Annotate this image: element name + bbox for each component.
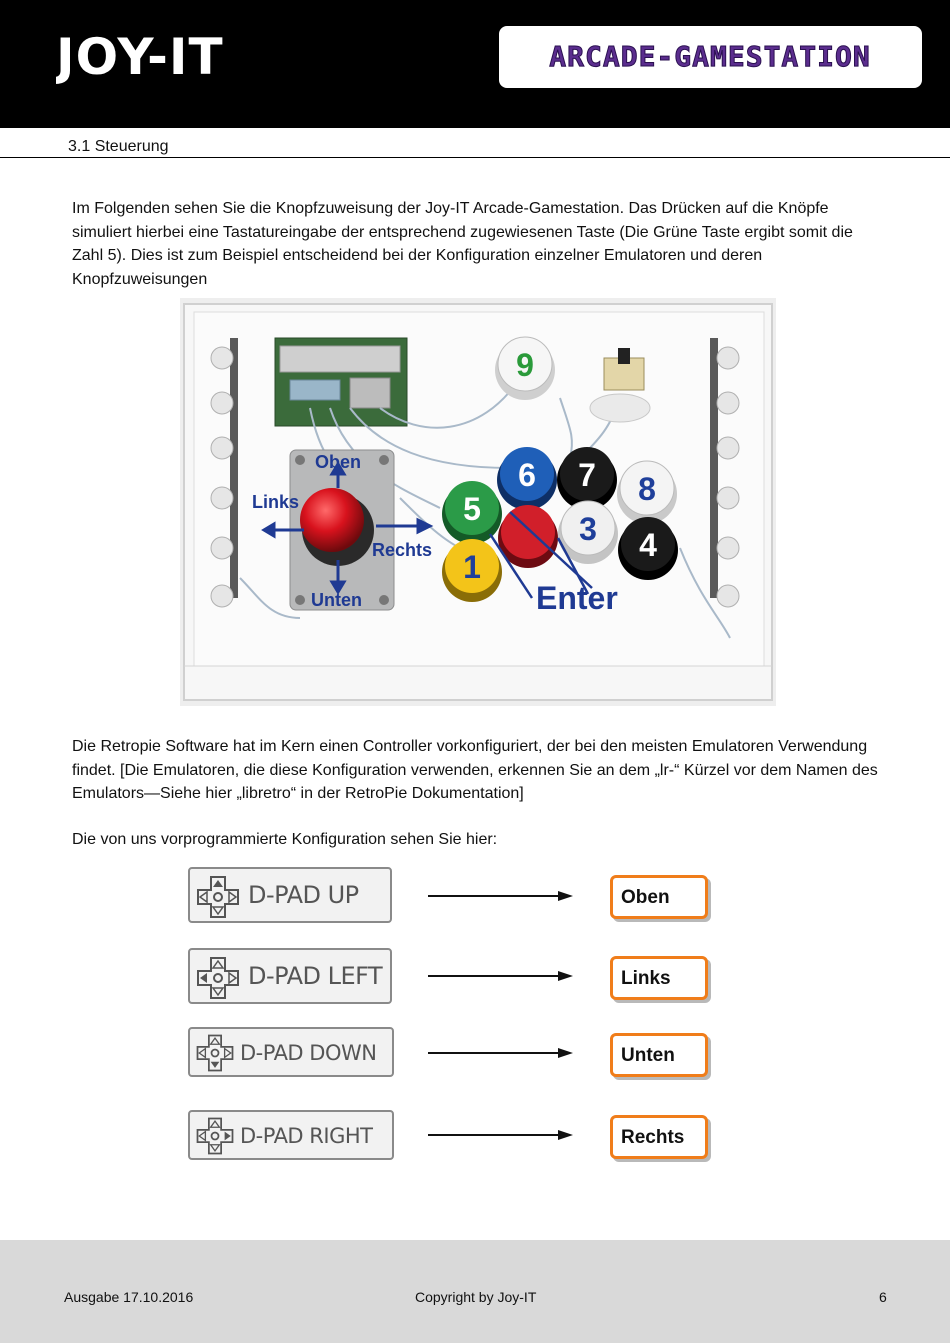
dpad-down-icon bbox=[194, 1032, 236, 1074]
intro-paragraph: Im Folgenden sehen Sie die Knopfzuweisung der Joy-IT Arcade-Gamestation. Das Drücken auf die Knöpfe simuliert hierbei eine Tastatureingabe der entsprechend zugewiesenen Taste (Die Grüne Taste ergibt somit die Zahl 5). Dies ist zum Beispiel entscheidend bei der Konfiguration einzelner Emulatoren und deren Knopfzuweisungen bbox=[72, 200, 853, 288]
dpad-up-box bbox=[188, 867, 392, 923]
joy-it-logo bbox=[56, 22, 231, 84]
key-label-left: Links bbox=[621, 968, 671, 989]
arrow-icon bbox=[428, 1047, 573, 1059]
svg-text:8: 8 bbox=[638, 471, 656, 507]
dpad-right-label: D-PAD RIGHT bbox=[240, 1124, 373, 1148]
label-enter: Enter bbox=[536, 580, 618, 616]
mapping-row-left bbox=[0, 948, 950, 1008]
svg-text:1: 1 bbox=[463, 549, 481, 585]
key-box-left bbox=[610, 956, 708, 1000]
dpad-up-icon bbox=[194, 875, 242, 919]
key-box-right bbox=[610, 1115, 708, 1159]
arrow-icon bbox=[428, 1129, 573, 1141]
arrow-icon bbox=[428, 970, 573, 982]
svg-text:7: 7 bbox=[578, 457, 596, 493]
controller-photo bbox=[180, 298, 776, 706]
retropie-paragraph: Die Retropie Software hat im Kern einen Controller vorkonfiguriert, der bei den meisten Emulatoren Verwendung findet. [Die Emulatoren, die diese Konfiguration verwenden, erkennen Sie an dem „lr-“ Kürzel vor dem Namen des Emulators—Siehe hier „libretro“ in der RetroPie Dokumentation] bbox=[72, 738, 878, 802]
dpad-right-icon bbox=[194, 1115, 236, 1157]
dpad-right-box bbox=[188, 1110, 394, 1160]
svg-text:JOY-IT: JOY-IT bbox=[56, 28, 224, 84]
dpad-left-icon bbox=[194, 956, 242, 1000]
key-box-down bbox=[610, 1033, 708, 1077]
dpad-left-label: D-PAD LEFT bbox=[248, 962, 383, 990]
mapping-row-right bbox=[0, 1110, 950, 1170]
page-number: 6 bbox=[879, 1289, 887, 1305]
dpad-up-label: D-PAD UP bbox=[248, 881, 359, 909]
footer-edition: Ausgabe 17.10.2016 bbox=[64, 1289, 194, 1305]
page-footer bbox=[0, 1240, 950, 1343]
label-up: Oben bbox=[315, 452, 362, 472]
dpad-left-box bbox=[188, 948, 392, 1004]
product-title-box bbox=[499, 26, 922, 88]
arrow-icon bbox=[428, 890, 573, 902]
svg-text:5: 5 bbox=[463, 491, 481, 527]
label-down: Unten bbox=[311, 590, 362, 610]
svg-text:3: 3 bbox=[579, 511, 597, 547]
config-intro-paragraph: Die von uns vorprogrammierte Konfiguration sehen Sie hier: bbox=[72, 831, 498, 848]
key-box-up bbox=[610, 875, 708, 919]
section-title: 3.1 Steuerung bbox=[68, 138, 169, 155]
mapping-row-down bbox=[0, 1027, 950, 1087]
page-header bbox=[0, 0, 950, 128]
footer-copyright: Copyright by Joy-IT bbox=[415, 1289, 537, 1305]
dpad-down-label: D-PAD DOWN bbox=[240, 1041, 377, 1065]
mapping-row-up bbox=[0, 867, 950, 927]
label-left: Links bbox=[252, 492, 300, 512]
key-label-down: Unten bbox=[621, 1045, 675, 1066]
svg-text:9: 9 bbox=[516, 347, 534, 383]
svg-text:4: 4 bbox=[639, 527, 657, 563]
dpad-down-box bbox=[188, 1027, 394, 1077]
key-label-up: Oben bbox=[621, 887, 670, 908]
label-right: Rechts bbox=[372, 540, 433, 560]
product-title: ARCADE-GAMESTATION bbox=[549, 40, 871, 73]
section-divider bbox=[0, 157, 950, 158]
key-label-right: Rechts bbox=[621, 1127, 685, 1148]
svg-text:6: 6 bbox=[518, 457, 536, 493]
button-9 bbox=[495, 337, 555, 400]
button-8 bbox=[617, 461, 677, 524]
